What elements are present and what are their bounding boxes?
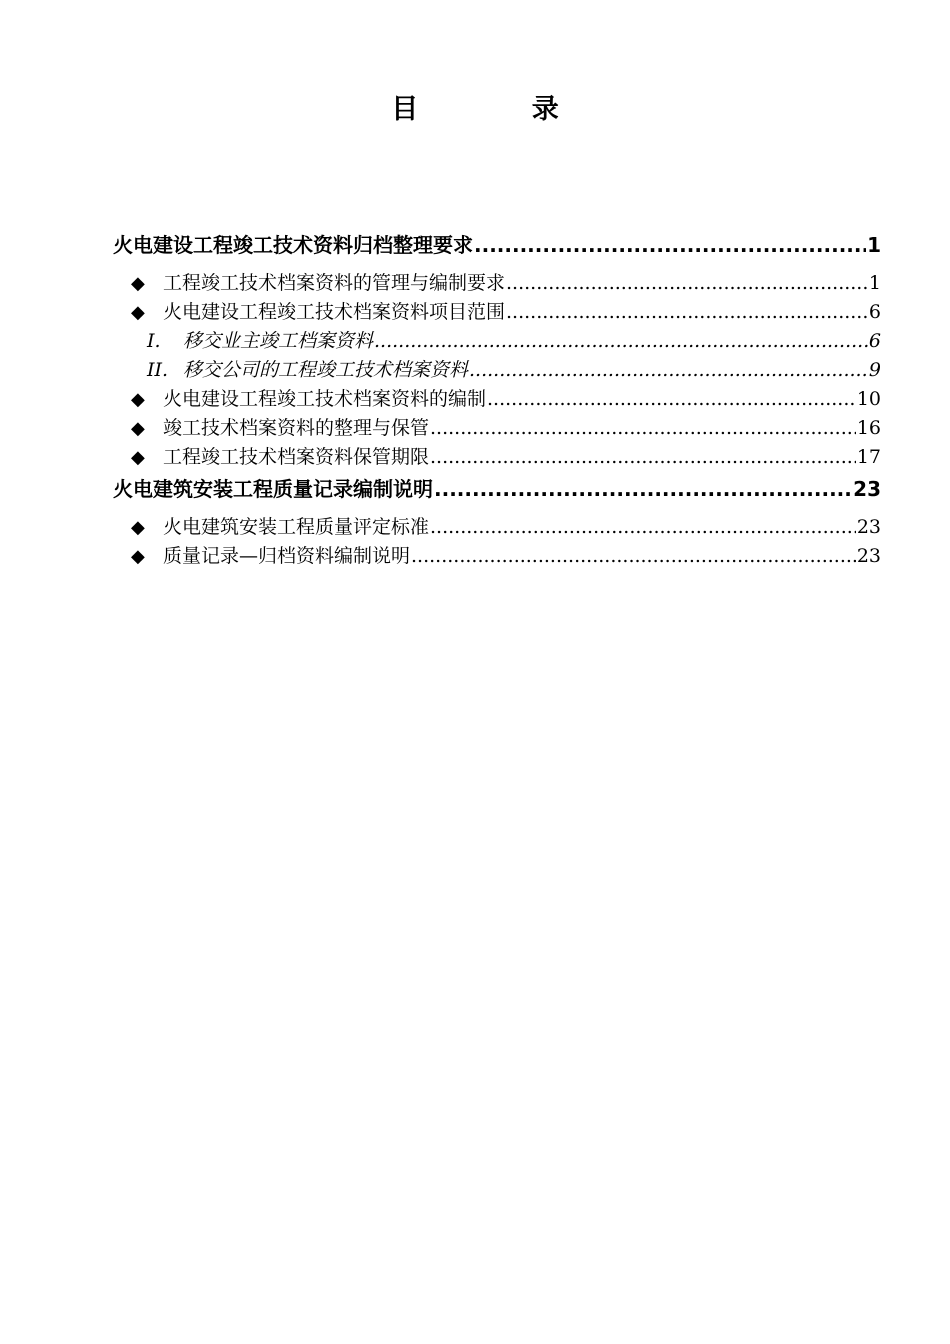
dot-leader bbox=[506, 298, 868, 327]
diamond-bullet-icon: ◆ bbox=[131, 517, 145, 538]
dot-leader bbox=[374, 327, 868, 356]
toc-entry[interactable] bbox=[113, 513, 881, 542]
toc-entry-label: 火电建筑安装工程质量评定标准 bbox=[163, 516, 430, 538]
toc-page-number: 9 bbox=[868, 359, 881, 381]
toc-entry-label: 工程竣工技术档案资料的管理与编制要求 bbox=[163, 272, 506, 294]
toc-entry-label: 移交业主竣工档案资料 bbox=[183, 330, 374, 352]
dot-leader bbox=[430, 513, 856, 542]
dot-leader bbox=[474, 230, 866, 260]
toc-entry-label: 火电建筑安装工程质量记录编制说明 bbox=[113, 477, 433, 501]
toc-entry-label: 火电建设工程竣工技术档案资料的编制 bbox=[163, 388, 487, 410]
toc-entry[interactable] bbox=[113, 542, 881, 571]
toc-page-number: 6 bbox=[868, 330, 881, 352]
diamond-bullet-icon: ◆ bbox=[131, 389, 145, 410]
dot-leader bbox=[411, 542, 856, 571]
diamond-bullet-icon: ◆ bbox=[131, 447, 145, 468]
toc-entry-label: 火电建设工程竣工技术档案资料项目范围 bbox=[163, 301, 506, 323]
toc-entry-label: 质量记录—归档资料编制说明 bbox=[163, 545, 411, 567]
toc-entry[interactable] bbox=[113, 385, 881, 414]
toc-page-number: 23 bbox=[853, 477, 881, 501]
toc-entry[interactable] bbox=[113, 298, 881, 327]
diamond-bullet-icon: ◆ bbox=[131, 273, 145, 294]
toc-entry-section-1[interactable] bbox=[113, 230, 881, 260]
dot-leader bbox=[430, 414, 856, 443]
toc-page-number: 1 bbox=[867, 233, 881, 257]
roman-numeral: II. bbox=[147, 359, 169, 381]
toc-entry[interactable] bbox=[113, 443, 881, 472]
toc-page-number: 23 bbox=[856, 516, 881, 538]
diamond-bullet-icon: ◆ bbox=[131, 546, 145, 567]
toc-page-number: 1 bbox=[868, 272, 881, 294]
toc-page-number: 6 bbox=[868, 301, 881, 323]
toc-page-number: 10 bbox=[856, 388, 881, 410]
toc-entry-section-2[interactable] bbox=[113, 474, 881, 504]
toc-title: 目 录 bbox=[391, 94, 611, 125]
toc-entry-label: 工程竣工技术档案资料保管期限 bbox=[163, 446, 430, 468]
toc-page-number: 23 bbox=[856, 545, 881, 567]
dot-leader bbox=[434, 474, 852, 504]
dot-leader bbox=[506, 269, 868, 298]
roman-numeral: I. bbox=[147, 330, 161, 352]
toc-subentry[interactable] bbox=[113, 356, 881, 385]
toc-page-number: 16 bbox=[856, 417, 881, 439]
toc-subentry[interactable] bbox=[113, 327, 881, 356]
toc-entry-label: 移交公司的工程竣工技术档案资料 bbox=[183, 359, 469, 381]
diamond-bullet-icon: ◆ bbox=[131, 418, 145, 439]
dot-leader bbox=[487, 385, 856, 414]
diamond-bullet-icon: ◆ bbox=[131, 302, 145, 323]
toc-entry-label: 火电建设工程竣工技术资料归档整理要求 bbox=[113, 233, 473, 257]
table-of-contents bbox=[113, 230, 881, 571]
dot-leader bbox=[430, 443, 856, 472]
dot-leader bbox=[469, 356, 868, 385]
toc-page-number: 17 bbox=[856, 446, 881, 468]
toc-entry[interactable] bbox=[113, 269, 881, 298]
toc-entry[interactable] bbox=[113, 414, 881, 443]
toc-entry-label: 竣工技术档案资料的整理与保管 bbox=[163, 417, 430, 439]
